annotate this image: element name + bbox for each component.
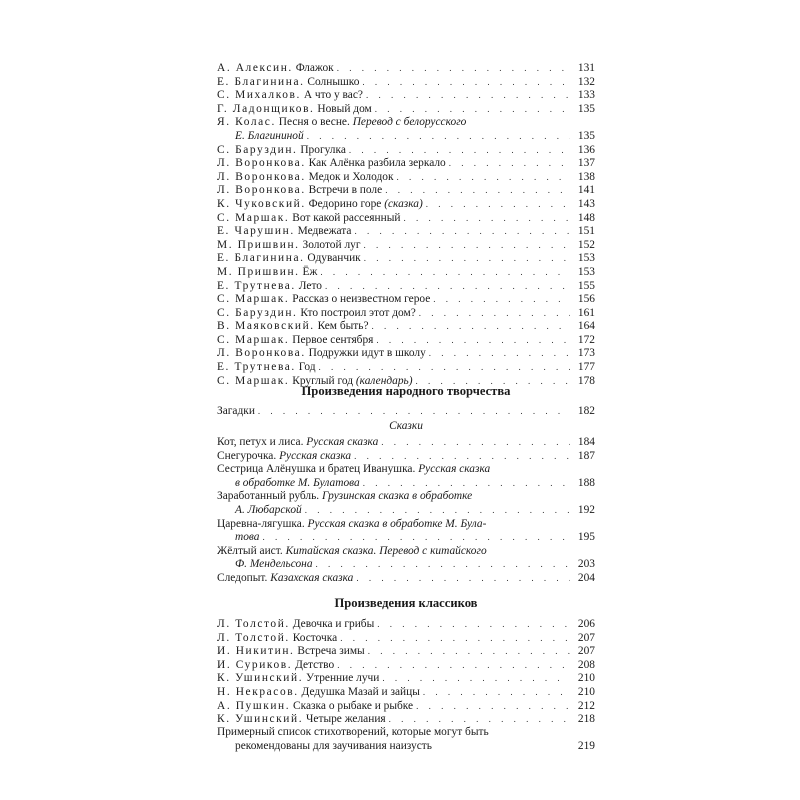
entry-line	[217, 572, 595, 586]
page-number: 187	[577, 449, 595, 462]
entry-line	[217, 89, 595, 103]
page-number: 141	[577, 184, 595, 197]
entry-author: С. Маршак.	[217, 374, 290, 387]
dot-leader	[320, 266, 570, 280]
page-number: 208	[577, 658, 595, 671]
entry-title: Утренние лучи	[306, 672, 380, 685]
entry-text	[217, 334, 373, 348]
dot-leader	[449, 157, 570, 171]
entry-title: Снегурочка.	[217, 449, 277, 462]
dot-leader	[375, 103, 570, 117]
page-number: 218	[577, 713, 595, 726]
page-number: 219	[577, 739, 595, 752]
entry-line	[217, 545, 595, 559]
entry-line	[217, 293, 595, 307]
entry-title: Флажок	[295, 62, 334, 74]
dot-leader	[337, 659, 570, 673]
entry-author: С. Баруздин.	[217, 306, 298, 319]
dot-leader	[364, 252, 570, 266]
entry-author: Л. Толстой.	[217, 631, 290, 644]
toc-entry[interactable]	[217, 632, 595, 646]
page-number: 192	[577, 503, 595, 516]
entry-line-cont	[217, 504, 595, 518]
toc-entry[interactable]	[217, 212, 595, 226]
entry-line-cont	[217, 531, 595, 545]
toc-entry[interactable]	[217, 184, 595, 198]
entry-title: Заработанный рубль.	[217, 490, 320, 503]
page-number: 172	[577, 333, 595, 346]
entry-line	[217, 672, 595, 686]
toc-entry[interactable]	[217, 280, 595, 294]
entry-line-cont	[217, 558, 595, 572]
entry-title: Лето	[298, 279, 322, 292]
entry-title: Как Алёнка разбила зеркало	[308, 157, 446, 170]
entry-note: Китайская сказка. Перевод с китайского	[285, 544, 487, 557]
dot-leader	[377, 618, 570, 632]
page-number: 156	[577, 293, 595, 306]
page-number: 178	[577, 374, 595, 387]
entry-line	[217, 463, 595, 477]
toc-entry[interactable]	[217, 266, 595, 280]
entry-text	[217, 198, 423, 212]
entry-title: Кто построил этот дом?	[300, 306, 416, 319]
toc-entry[interactable]	[217, 490, 595, 517]
dot-leader	[426, 198, 570, 212]
entry-line	[217, 320, 595, 334]
page-number: 143	[577, 197, 595, 210]
entry-text	[217, 490, 472, 504]
entry-note-cont: в обработке М. Булатова	[235, 476, 360, 489]
entry-author: И. Никитин.	[217, 645, 295, 658]
entry-note: Русская сказка	[306, 436, 379, 448]
entry-title: Вот какой рассеянный	[292, 211, 401, 224]
entry-text	[217, 700, 413, 714]
toc-entry[interactable]	[217, 700, 595, 714]
entry-note-cont: А. Любарской	[235, 503, 302, 516]
entry-text	[217, 89, 363, 103]
entry-note: Перевод с белорусского	[352, 116, 467, 129]
toc-entry[interactable]	[217, 116, 595, 143]
page-number: 131	[577, 62, 595, 74]
entry-line	[217, 171, 595, 185]
entry-text	[217, 76, 359, 90]
entry-author: Л. Воронкова.	[217, 347, 306, 360]
toc-entry[interactable]	[217, 347, 595, 361]
entry-note: Русская сказка в обработке М. Була-	[307, 517, 487, 530]
entry-title: Кем быть?	[317, 320, 369, 333]
entry-text	[217, 171, 393, 185]
entry-title: Медвежата	[297, 225, 352, 238]
entry-author: А. Алексин.	[217, 62, 293, 74]
entry-title: Дедушка Мазай и зайцы	[301, 685, 420, 698]
entry-text	[217, 347, 426, 361]
entry-author: К. Чуковский.	[217, 197, 306, 210]
entry-line	[217, 280, 595, 294]
entry-line	[217, 334, 595, 348]
page-number: 135	[577, 102, 595, 115]
entry-line	[217, 184, 595, 198]
dot-leader	[419, 307, 570, 321]
entry-text	[217, 672, 379, 686]
entry-title: Круглый год	[292, 374, 354, 387]
toc-entry[interactable]	[217, 726, 595, 753]
dot-leader	[376, 334, 570, 348]
page-number: 173	[577, 347, 595, 360]
dot-leader	[382, 672, 570, 686]
entry-title: Загадки	[217, 405, 255, 417]
toc-entry[interactable]	[217, 645, 595, 659]
toc-entry[interactable]	[217, 618, 595, 632]
section-heading-classics: Произведения классиков	[334, 596, 478, 610]
page-number: 132	[577, 75, 595, 88]
entry-text	[217, 239, 361, 253]
entry-line	[217, 116, 595, 130]
dot-leader	[316, 558, 570, 572]
entry-note: Грузинская сказка в обработке	[322, 490, 473, 503]
entry-line	[217, 239, 595, 253]
entry-text	[217, 713, 386, 727]
entry-text	[217, 686, 420, 700]
toc-entry[interactable]	[217, 225, 595, 239]
entry-author: Н. Некрасов.	[217, 685, 299, 698]
entry-title: Жёлтый аист.	[217, 544, 283, 557]
entry-text	[217, 103, 372, 117]
entry-text	[217, 225, 351, 239]
entry-author: В. Маяковский.	[217, 320, 315, 333]
entry-text	[217, 307, 416, 321]
entry-author: С. Маршак.	[217, 211, 290, 224]
entry-text	[217, 545, 487, 559]
entry-line	[217, 252, 595, 266]
entry-line	[217, 347, 595, 361]
entry-text	[217, 293, 430, 307]
entry-line	[217, 659, 595, 673]
entry-title: Медок и Холодок	[308, 170, 394, 183]
entry-line	[217, 618, 595, 632]
toc-entry[interactable]	[217, 239, 595, 253]
entry-line	[217, 144, 595, 158]
entry-title: Девочка и грибы	[292, 618, 375, 630]
entry-author: К. Ушинский.	[217, 672, 304, 685]
page-number: 153	[577, 265, 595, 278]
entry-line	[217, 212, 595, 226]
dot-leader	[305, 504, 570, 518]
entry-title: Кот, петух и лиса.	[217, 436, 304, 448]
entry-author: К. Ушинский.	[217, 713, 304, 726]
dot-leader	[368, 645, 570, 659]
page-number: 151	[577, 225, 595, 238]
dot-leader	[423, 686, 570, 700]
entry-title: Сказка о рыбаке и рыбке	[293, 699, 414, 712]
entry-text	[217, 116, 466, 130]
dot-leader	[416, 700, 570, 714]
entry-note: Русская сказка	[279, 449, 352, 462]
entry-line	[217, 266, 595, 280]
entry-text	[217, 361, 316, 375]
subsection-heading-tales: Сказки	[389, 420, 423, 432]
entry-title-cont: рекомендованы для заучивания наизусть	[235, 739, 432, 752]
toc-entry[interactable]	[217, 144, 595, 158]
dot-leader	[429, 347, 570, 361]
page-number: 161	[577, 306, 595, 319]
entry-title: Золотой луг	[302, 238, 361, 251]
entry-title: Четыре желания	[306, 713, 386, 726]
entry-title: Песня о весне.	[278, 116, 350, 129]
entry-author: Г. Ладонщиков.	[217, 102, 315, 115]
entry-author: Е. Благинина.	[217, 252, 305, 265]
page-number: 212	[577, 699, 595, 712]
entry-author: Е. Трутнева.	[217, 361, 296, 374]
toc-entry[interactable]	[217, 89, 595, 103]
toc-section-contemporary	[217, 62, 595, 388]
entry-author: Л. Воронкова.	[217, 184, 306, 197]
dot-leader	[319, 361, 571, 375]
entry-text	[217, 280, 322, 294]
entry-text	[217, 463, 490, 477]
entry-text	[217, 144, 346, 158]
dot-leader	[354, 450, 570, 464]
dot-leader	[366, 89, 570, 103]
entry-text	[217, 212, 400, 226]
entry-note: Казахская сказка	[270, 571, 354, 584]
entry-text	[217, 659, 334, 673]
entry-note-cont: това	[235, 531, 260, 544]
toc-entry[interactable]	[217, 62, 595, 76]
toc-entry[interactable]	[217, 157, 595, 171]
entry-note: (сказка)	[384, 197, 423, 210]
dot-leader	[307, 130, 570, 144]
dot-leader	[433, 293, 570, 307]
dot-leader	[364, 239, 571, 253]
page-number: 210	[577, 685, 595, 698]
entry-author: Е. Чарушин.	[217, 225, 295, 238]
dot-leader	[356, 572, 570, 586]
dot-leader	[385, 184, 570, 198]
dot-leader	[389, 713, 570, 727]
page-number: 182	[577, 405, 595, 417]
entry-line	[217, 713, 595, 727]
entry-line-cont	[217, 130, 595, 144]
entry-line	[217, 76, 595, 90]
entry-note-cont: Е. Благининой	[235, 129, 304, 142]
toc-entry[interactable]	[217, 686, 595, 700]
entry-author: Я. Колас.	[217, 116, 276, 129]
page-number: 204	[577, 571, 595, 584]
toc-entry[interactable]	[217, 518, 595, 545]
entry-title: Прогулка	[300, 143, 346, 156]
toc-entry[interactable]	[217, 405, 595, 419]
page-number: 153	[577, 252, 595, 265]
entry-line	[217, 686, 595, 700]
entry-line	[217, 632, 595, 646]
page-number: 155	[577, 279, 595, 292]
entry-note-cont: Ф. Мендельсона	[235, 558, 313, 571]
page-number: 207	[577, 645, 595, 658]
dot-leader	[258, 405, 570, 419]
page-number: 195	[577, 531, 595, 544]
entry-author: И. Суриков.	[217, 658, 293, 671]
entry-text	[217, 252, 361, 266]
page-number: 133	[577, 89, 595, 102]
page-number: 188	[577, 476, 595, 489]
entry-author: М. Пришвин.	[217, 238, 300, 251]
entry-title: Год	[298, 361, 316, 374]
entry-text	[217, 618, 374, 632]
entry-title: Встречи в поле	[308, 184, 383, 197]
entry-author: А. Пушкин.	[217, 699, 291, 712]
page-number: 203	[577, 558, 595, 571]
dot-leader	[340, 632, 570, 646]
page-number: 177	[577, 361, 595, 374]
entry-line	[217, 361, 595, 375]
entry-title: Сестрица Алёнушка и братец Иванушка.	[217, 463, 416, 476]
page-number: 184	[577, 436, 595, 448]
entry-title: Косточка	[292, 631, 338, 644]
entry-title: Федорино горе	[308, 197, 382, 210]
entry-note: Русская сказка	[418, 463, 491, 476]
entry-author: М. Пришвин.	[217, 265, 300, 278]
page-number: 206	[577, 618, 595, 630]
entry-title: Новый дом	[317, 102, 372, 115]
entry-note: (календарь)	[355, 374, 413, 387]
entry-line	[217, 157, 595, 171]
entry-line	[217, 198, 595, 212]
entry-author: Л. Воронкова.	[217, 170, 306, 183]
dot-leader	[403, 212, 570, 226]
dot-leader	[372, 320, 570, 334]
entry-line	[217, 436, 595, 450]
toc-entry[interactable]	[217, 572, 595, 586]
toc-entry[interactable]	[217, 171, 595, 185]
entry-author: Л. Толстой.	[217, 618, 290, 630]
toc-entry[interactable]	[217, 252, 595, 266]
entry-text	[217, 518, 486, 532]
toc-entry[interactable]	[217, 198, 595, 212]
entry-author: С. Михалков.	[217, 89, 301, 102]
entry-author: С. Баруздин.	[217, 143, 298, 156]
entry-line	[217, 450, 595, 464]
entry-line	[217, 225, 595, 239]
entry-text	[217, 320, 369, 334]
entry-author: С. Маршак.	[217, 293, 290, 306]
entry-line	[217, 490, 595, 504]
toc-entry[interactable]	[217, 307, 595, 321]
entry-line	[217, 700, 595, 714]
dot-leader	[396, 171, 570, 185]
toc-final-entry	[217, 726, 595, 753]
page-number: 136	[577, 143, 595, 156]
entry-title: Подружки идут в школу	[308, 347, 426, 360]
entry-text	[217, 184, 382, 198]
page-number: 152	[577, 238, 595, 251]
entry-title: Первое сентября	[292, 333, 374, 346]
page-number: 210	[577, 672, 595, 685]
toc-entry[interactable]	[217, 672, 595, 686]
entry-title: Примерный список стихотворений, которые могут быть	[217, 726, 489, 738]
entry-line	[217, 62, 595, 76]
dot-leader	[354, 225, 570, 239]
entry-author: Е. Благинина.	[217, 75, 305, 88]
page-number: 207	[577, 631, 595, 644]
page-number: 135	[577, 129, 595, 142]
toc-entry[interactable]	[217, 436, 595, 450]
toc-entry[interactable]	[217, 293, 595, 307]
entry-text	[217, 572, 353, 586]
page-number: 137	[577, 157, 595, 170]
section-heading-folk: Произведения народного творчества	[301, 384, 511, 398]
toc-riddles	[217, 405, 595, 419]
toc-entry[interactable]	[217, 713, 595, 727]
toc-entry[interactable]	[217, 659, 595, 673]
toc-entry[interactable]	[217, 361, 595, 375]
entry-title: А что у вас?	[303, 89, 363, 102]
entry-title: Ёж	[302, 265, 318, 278]
toc-entry[interactable]	[217, 76, 595, 90]
entry-title: Встреча зимы	[297, 645, 365, 658]
entry-title: Одуванчик	[307, 252, 361, 265]
dot-leader	[325, 280, 570, 294]
entry-title: Детство	[295, 658, 335, 671]
entry-title: Царевна-лягушка.	[217, 517, 305, 530]
entry-text	[217, 62, 334, 76]
toc-entry[interactable]	[217, 334, 595, 348]
dot-leader	[349, 144, 570, 158]
entry-author: С. Маршак.	[217, 333, 290, 346]
toc-entry[interactable]	[217, 463, 595, 490]
entry-text	[217, 645, 365, 659]
entry-author: Е. Трутнева.	[217, 279, 296, 292]
toc-section-folk	[217, 436, 595, 586]
entry-text	[217, 266, 317, 280]
dot-leader	[362, 76, 570, 90]
entry-text	[217, 632, 337, 646]
entry-line-cont	[217, 477, 595, 491]
dot-leader	[262, 531, 570, 545]
toc-entry[interactable]	[217, 103, 595, 117]
entry-text	[217, 436, 378, 450]
page-number: 148	[577, 211, 595, 224]
entry-author: Л. Воронкова.	[217, 157, 306, 170]
toc-entry[interactable]	[217, 545, 595, 572]
entry-line	[217, 103, 595, 117]
dot-leader	[381, 436, 570, 450]
page-number: 138	[577, 170, 595, 183]
toc-entry[interactable]	[217, 320, 595, 334]
entry-line	[217, 518, 595, 532]
dot-leader	[363, 477, 570, 491]
entry-line	[217, 307, 595, 321]
toc-section-classics	[217, 618, 595, 727]
entry-title: Солнышко	[307, 75, 360, 88]
entry-title: Следопыт.	[217, 571, 268, 584]
entry-text	[217, 450, 351, 464]
entry-title: Рассказ о неизвестном герое	[292, 293, 431, 306]
toc-entry[interactable]	[217, 450, 595, 464]
entry-line	[217, 645, 595, 659]
dot-leader	[337, 62, 570, 76]
page-number: 164	[577, 320, 595, 333]
entry-text	[217, 157, 446, 171]
